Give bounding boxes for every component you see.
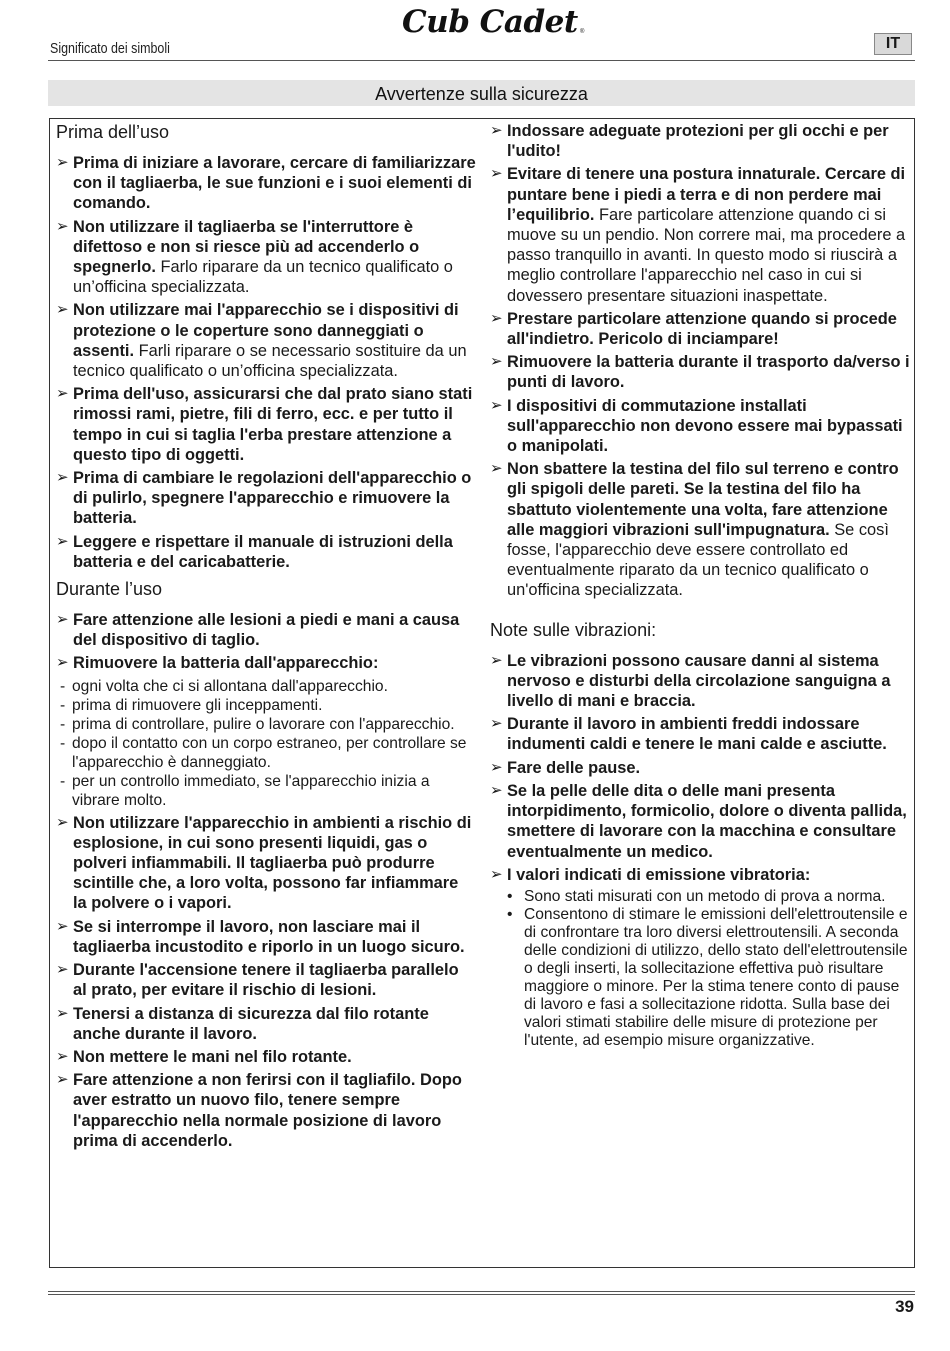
footer-divider [48, 1291, 915, 1292]
page-number: 39 [895, 1297, 914, 1316]
language-badge: IT [874, 33, 912, 55]
item-text: Se così fosse, l'apparecchio deve essere controllato ed eventualmente riparato da un tecnico qualificato o un'officina specializzata. [507, 520, 889, 600]
safety-item [56, 1047, 476, 1067]
arrow-bullet-icon: ➢ [56, 917, 69, 935]
bullet-marker: • [507, 905, 513, 923]
list-vibration-bullets [490, 888, 912, 1050]
arrow-bullet-icon: ➢ [490, 165, 503, 183]
safety-item [56, 917, 476, 957]
item-bold-text: Prima di cambiare le regolazioni dell'apparecchio o di pulirlo, spegnere l'apparecchio e rimuovere la batteria. [73, 469, 472, 528]
footer-divider-second [48, 1294, 915, 1295]
item-bold-text: Durante il lavoro in ambienti freddi indossare indumenti caldi e tenere le mani calde e asciutte. [507, 715, 887, 754]
item-bold-text: Leggere e rispettare il manuale di istruzioni della batteria e del caricabatterie. [73, 532, 453, 571]
safety-item [490, 309, 912, 349]
safety-item [56, 960, 476, 1000]
item-bold-text: Durante l'accensione tenere il tagliaerba parallelo al prato, per evitare il rischio di lesioni. [73, 961, 459, 1000]
item-bold-text: Prima dell'uso, assicurarsi che dal prato siano stati rimossi rami, pietre, fili di ferro, ecc. e per tutto il tempo in cui si taglia l'erba prestare attenzione a questo tipo di oggetti. [73, 385, 473, 464]
safety-item [56, 468, 476, 529]
safety-item [56, 1004, 476, 1044]
arrow-bullet-icon: ➢ [490, 865, 503, 883]
list-vibration [490, 651, 912, 885]
item-bold-text: Evitare di tenere una postura innaturale. Cercare di puntare bene i piedi a terra e di non perdere mai l’equilibrio. [507, 165, 906, 224]
arrow-bullet-icon: ➢ [56, 654, 69, 672]
brand-registered-mark: ® [580, 29, 585, 35]
item-bold-text: Le vibrazioni possono causare danni al sistema nervoso e disturbi della circolazione sanguigna a livello di mani e braccia. [507, 651, 891, 711]
safety-item [490, 651, 912, 712]
safety-item [490, 352, 912, 392]
arrow-bullet-icon: ➢ [56, 385, 69, 403]
section-title: Avvertenze sulla sicurezza [48, 80, 915, 106]
item-text: Farlo riparare da un tecnico qualificato o un’officina specializzata. [73, 258, 453, 297]
arrow-bullet-icon: ➢ [56, 1071, 69, 1089]
section-label: Significato dei simboli [50, 41, 170, 57]
dash-item [56, 772, 476, 810]
safety-item [490, 164, 912, 305]
dash-marker: - [60, 715, 66, 733]
item-bold-text: Prima di iniziare a lavorare, cercare di familiarizzare con il tagliaerba, le sue funzioni e i suoi elementi di comando. [73, 154, 476, 213]
bullet-marker: • [507, 887, 513, 905]
item-bold-text: Indossare adeguate protezioni per gli occhi e per l'udito! [507, 122, 889, 161]
safety-item [490, 396, 912, 457]
item-bold-text: Fare attenzione a non ferirsi con il tagliafilo. Dopo aver estratto un nuovo filo, tenere sempre l'apparecchio nella normale posizione di lavoro prima di accenderlo. [73, 1071, 462, 1150]
safety-item [490, 714, 912, 754]
list-during-use-b [56, 813, 476, 1151]
item-bold-text: I dispositivi di commutazione installati sull'apparecchio non devono essere mai bypassati o manipolati. [507, 396, 903, 456]
item-bold-text: Fare delle pause. [507, 758, 641, 777]
arrow-bullet-icon: ➢ [56, 1004, 69, 1022]
safety-item [56, 384, 476, 465]
right-column [490, 121, 912, 1050]
item-bold-text: Se si interrompe il lavoro, non lasciare mai il tagliaerba incustodito e riporlo in un luogo sicuro. [73, 917, 465, 956]
dash-text: per un controllo immediato, se l'apparecchio inizia a vibrare molto. [72, 772, 430, 809]
item-bold-text: Se la pelle delle dita o delle mani presenta intorpidimento, formicolio, dolore o diventa pallida, smettere di lavorare con la macchina e consultare eventualmente un medico. [507, 781, 907, 861]
item-bold-text: Non mettere le mani nel filo rotante. [73, 1047, 352, 1066]
brand-logo: Cub Cadet [402, 4, 578, 40]
safety-item [490, 758, 912, 778]
dash-text: ogni volta che ci si allontana dall'apparecchio. [72, 677, 388, 695]
safety-item [56, 1070, 476, 1151]
arrow-bullet-icon: ➢ [490, 309, 503, 327]
item-bold-text: Prestare particolare attenzione quando si procede all'indietro. Pericolo di inciampare! [507, 309, 897, 349]
arrow-bullet-icon: ➢ [56, 611, 69, 629]
dash-item [56, 734, 476, 772]
arrow-bullet-icon: ➢ [490, 715, 503, 733]
list-before-use [56, 153, 476, 572]
item-bold-text: Non utilizzare il tagliaerba se l'interruttore è difettoso e non si riesce più ad accenderlo o spegnerlo. [73, 217, 420, 277]
arrow-bullet-icon: ➢ [56, 154, 69, 171]
item-bold-text: Fare attenzione alle lesioni a piedi e mani a causa del dispositivo di taglio. [73, 611, 460, 650]
bullet-text: Sono stati misurati con un metodo di prova a norma. [524, 887, 886, 905]
safety-item [56, 610, 476, 650]
safety-item [56, 153, 476, 214]
item-text: Fare particolare attenzione quando ci si muove su un pendio. Non correre mai, ma procedere a passo tranquillo in avanti. In questo modo si riuscirà a meglio controllare l'apparecchio nel caso in cui si dovessero presentare situazioni inaspettate. [507, 205, 906, 305]
safety-item [490, 459, 912, 600]
safety-item [490, 121, 912, 161]
dash-marker: - [60, 696, 66, 714]
header-divider [48, 60, 915, 61]
item-bold-text: Non sbattere la testina del filo sul terreno e contro gli spigoli delle pareti. Se la testina del filo ha sbattuto violentemente una volta, fare attenzione alle maggiori vibrazioni sull'impugnatura. [507, 460, 899, 539]
arrow-bullet-icon: ➢ [56, 961, 69, 979]
heading-vibration-notes: Note sulle vibrazioni: [490, 619, 657, 640]
dash-text: prima di rimuovere gli inceppamenti. [72, 696, 323, 714]
safety-item [56, 813, 476, 914]
item-text: Farli riparare o se necessario sostituire da un tecnico qualificato o un’officina specializzata. [73, 341, 467, 381]
heading-during-use: Durante l’uso [56, 579, 163, 600]
list-during-use-a [56, 610, 476, 674]
dash-marker: - [60, 772, 66, 790]
safety-item [56, 217, 476, 298]
safety-item [56, 653, 476, 673]
bullet-item [490, 906, 912, 1050]
dash-text: prima di controllare, pulire o lavorare con l'apparecchio. [72, 715, 455, 733]
safety-item [490, 865, 912, 885]
list-right-safety [490, 121, 912, 601]
arrow-bullet-icon: ➢ [56, 532, 69, 550]
item-bold-text: Tenersi a distanza di sicurezza dal filo rotante anche durante il lavoro. [73, 1004, 429, 1043]
arrow-bullet-icon: ➢ [56, 217, 69, 235]
item-bold-text: Rimuovere la batteria durante il trasporto da/verso i punti di lavoro. [507, 353, 910, 392]
item-bold-text: Rimuovere la batteria dall'apparecchio: [73, 654, 379, 673]
arrow-bullet-icon: ➢ [56, 469, 69, 487]
dash-item [56, 696, 476, 715]
left-column [56, 121, 476, 1154]
item-bold-text: Non utilizzare mai l'apparecchio se i dispositivi di protezione o le coperture sono danneggiati o assenti. [73, 301, 459, 360]
heading-before-use: Prima dell’uso [56, 122, 170, 142]
dash-marker: - [60, 734, 66, 752]
arrow-bullet-icon: ➢ [490, 396, 503, 414]
arrow-bullet-icon: ➢ [490, 122, 503, 139]
arrow-bullet-icon: ➢ [56, 1047, 69, 1065]
arrow-bullet-icon: ➢ [490, 651, 503, 669]
safety-item [56, 300, 476, 381]
bullet-text: Consentono di stimare le emissioni dell'elettroutensile e di confrontare tra loro diversi elettroutensili. A seconda delle condizioni di utilizzo, dello stato dell'elettroutensile o degli inserti, la sollecitazione effettiva può risultare maggiore o minore. Per la stima tenere conto di pause di lavoro e fasi a sollecitazione ridotta. Sulla base dei valori stimati stabilire delle misure di protezione per l'utente, ad esempio misure organizzative. [524, 905, 908, 1049]
bullet-item [490, 888, 912, 906]
arrow-bullet-icon: ➢ [490, 758, 503, 776]
safety-item [56, 532, 476, 572]
dash-item [56, 715, 476, 734]
list-during-use-dashes [56, 677, 476, 810]
item-bold-text: I valori indicati di emissione vibratoria: [507, 865, 811, 884]
item-bold-text: Non utilizzare l'apparecchio in ambienti a rischio di esplosione, in cui sono presenti liquidi, gas o polveri infiammabili. Il tagliaerba può produrre scintille che, a loro volta, possono far infiammare la polvere o i vapori. [73, 813, 472, 913]
safety-item [490, 781, 912, 862]
arrow-bullet-icon: ➢ [56, 813, 69, 831]
dash-item [56, 677, 476, 696]
arrow-bullet-icon: ➢ [490, 781, 503, 799]
arrow-bullet-icon: ➢ [56, 301, 69, 319]
dash-text: dopo il contatto con un corpo estraneo, per controllare se l'apparecchio è danneggiato. [72, 734, 467, 771]
arrow-bullet-icon: ➢ [490, 460, 503, 478]
dash-marker: - [60, 677, 66, 695]
arrow-bullet-icon: ➢ [490, 353, 503, 371]
